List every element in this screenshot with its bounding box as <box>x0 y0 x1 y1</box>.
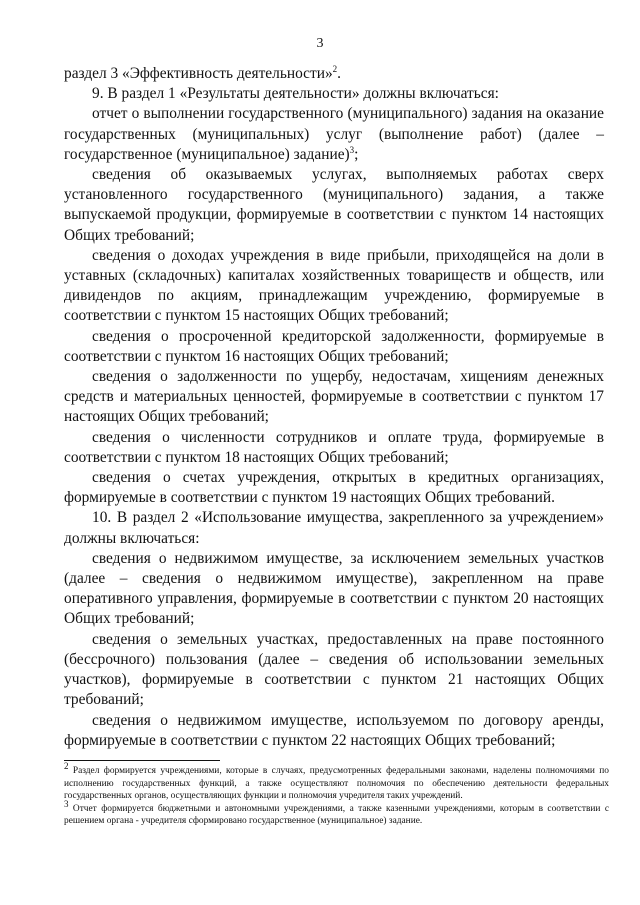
page-number: 3 <box>316 36 324 51</box>
footnote-mark: 2 <box>64 760 69 771</box>
paragraph: сведения об оказываемых услугах, выполняемых работах сверх установленного государственного (муниципального) задания, а также выпускаемой продукции, формируемые в соответствии с пунктом 14 настоящих Общих требований; <box>64 166 604 244</box>
footnotes <box>64 760 609 828</box>
paragraph: раздел 3 «Эффективность деятельности»$^2$. <box>64 63 342 82</box>
footnote-ref[interactable]: 2 <box>332 63 338 74</box>
paragraph: отчет о выполнении государственного (муниципального) задания на оказание государственных (муниципальных) услуг (выполнение работ) (далее – государственное (муниципальное) задание)$^3$; <box>64 105 604 163</box>
paragraph: 10. В раздел 2 «Использование имущества, закрепленного за учреждением» должны включаться: <box>64 509 604 547</box>
paragraph: сведения о недвижимом имуществе, за исключением земельных участков (далее – сведения о недвижимом имуществе), закрепленном на праве оперативного управления, формируемые в соответствии с пунктом 20 настоящих Общих требований; <box>64 549 604 628</box>
paragraph: 9. В раздел 1 «Результаты деятельности» должны включаться: <box>92 85 499 103</box>
paragraph: сведения о недвижимом имуществе, используемом по договору аренды, формируемые в соответствии с пунктом 22 настоящих Общих требований; <box>64 711 604 749</box>
footnote-mark: 3 <box>64 798 69 809</box>
paragraph: сведения о счетах учреждения, открытых в кредитных организациях, формируемые в соответствии с пунктом 19 настоящих Общих требований. <box>64 469 604 507</box>
paragraph: сведения о численности сотрудников и оплате труда, формируемые в соответствии с пунктом 18 настоящих Общих требований; <box>64 428 604 466</box>
paragraph: сведения о задолженности по ущербу, недостачам, хищениям денежных средств и материальных ценностей, формируемые в соответствии с пунктом 17 настоящих Общих требований; <box>64 368 604 426</box>
paragraph: сведения о доходах учреждения в виде прибыли, приходящейся на доли в уставных (складочных) капиталах хозяйственных товариществ и обществ, или дивидендов по акциям, принадлежащим учреждению, формируемые в соответствии с пунктом 15 настоящих Общих требований; <box>64 246 604 325</box>
footnote: $^3$ Отчет формируется бюджетными и автономными учреждениями, а также казенными учреждениями, которым в соответствии с решением органа - учредителя сформировано государственное (муниципальное) задание. <box>64 798 609 827</box>
footnote: $^2$ Раздел формируется учреждениями, которые в случаях, предусмотренных федеральными законами, наделены полномочиями по исполнению государственных функций, а также осуществляют полномочия по обеспечению деятельности федеральных государственных органов, осуществляющих функции и полномочия учредителя таких учреждений. <box>64 760 609 802</box>
paragraph: сведения о земельных участках, предоставленных на праве постоянного (бессрочного) пользования (далее – сведения об использовании земельных участков), формируемые в соответствии с пунктом 21 настоящих Общих требований; <box>64 630 604 709</box>
document-body <box>64 64 604 751</box>
footnote-divider <box>64 760 220 761</box>
footnote-ref[interactable]: 3 <box>349 144 355 155</box>
paragraph: сведения о просроченной кредиторской задолженности, формируемые в соответствии с пунктом 16 настоящих Общих требований; <box>64 327 604 365</box>
